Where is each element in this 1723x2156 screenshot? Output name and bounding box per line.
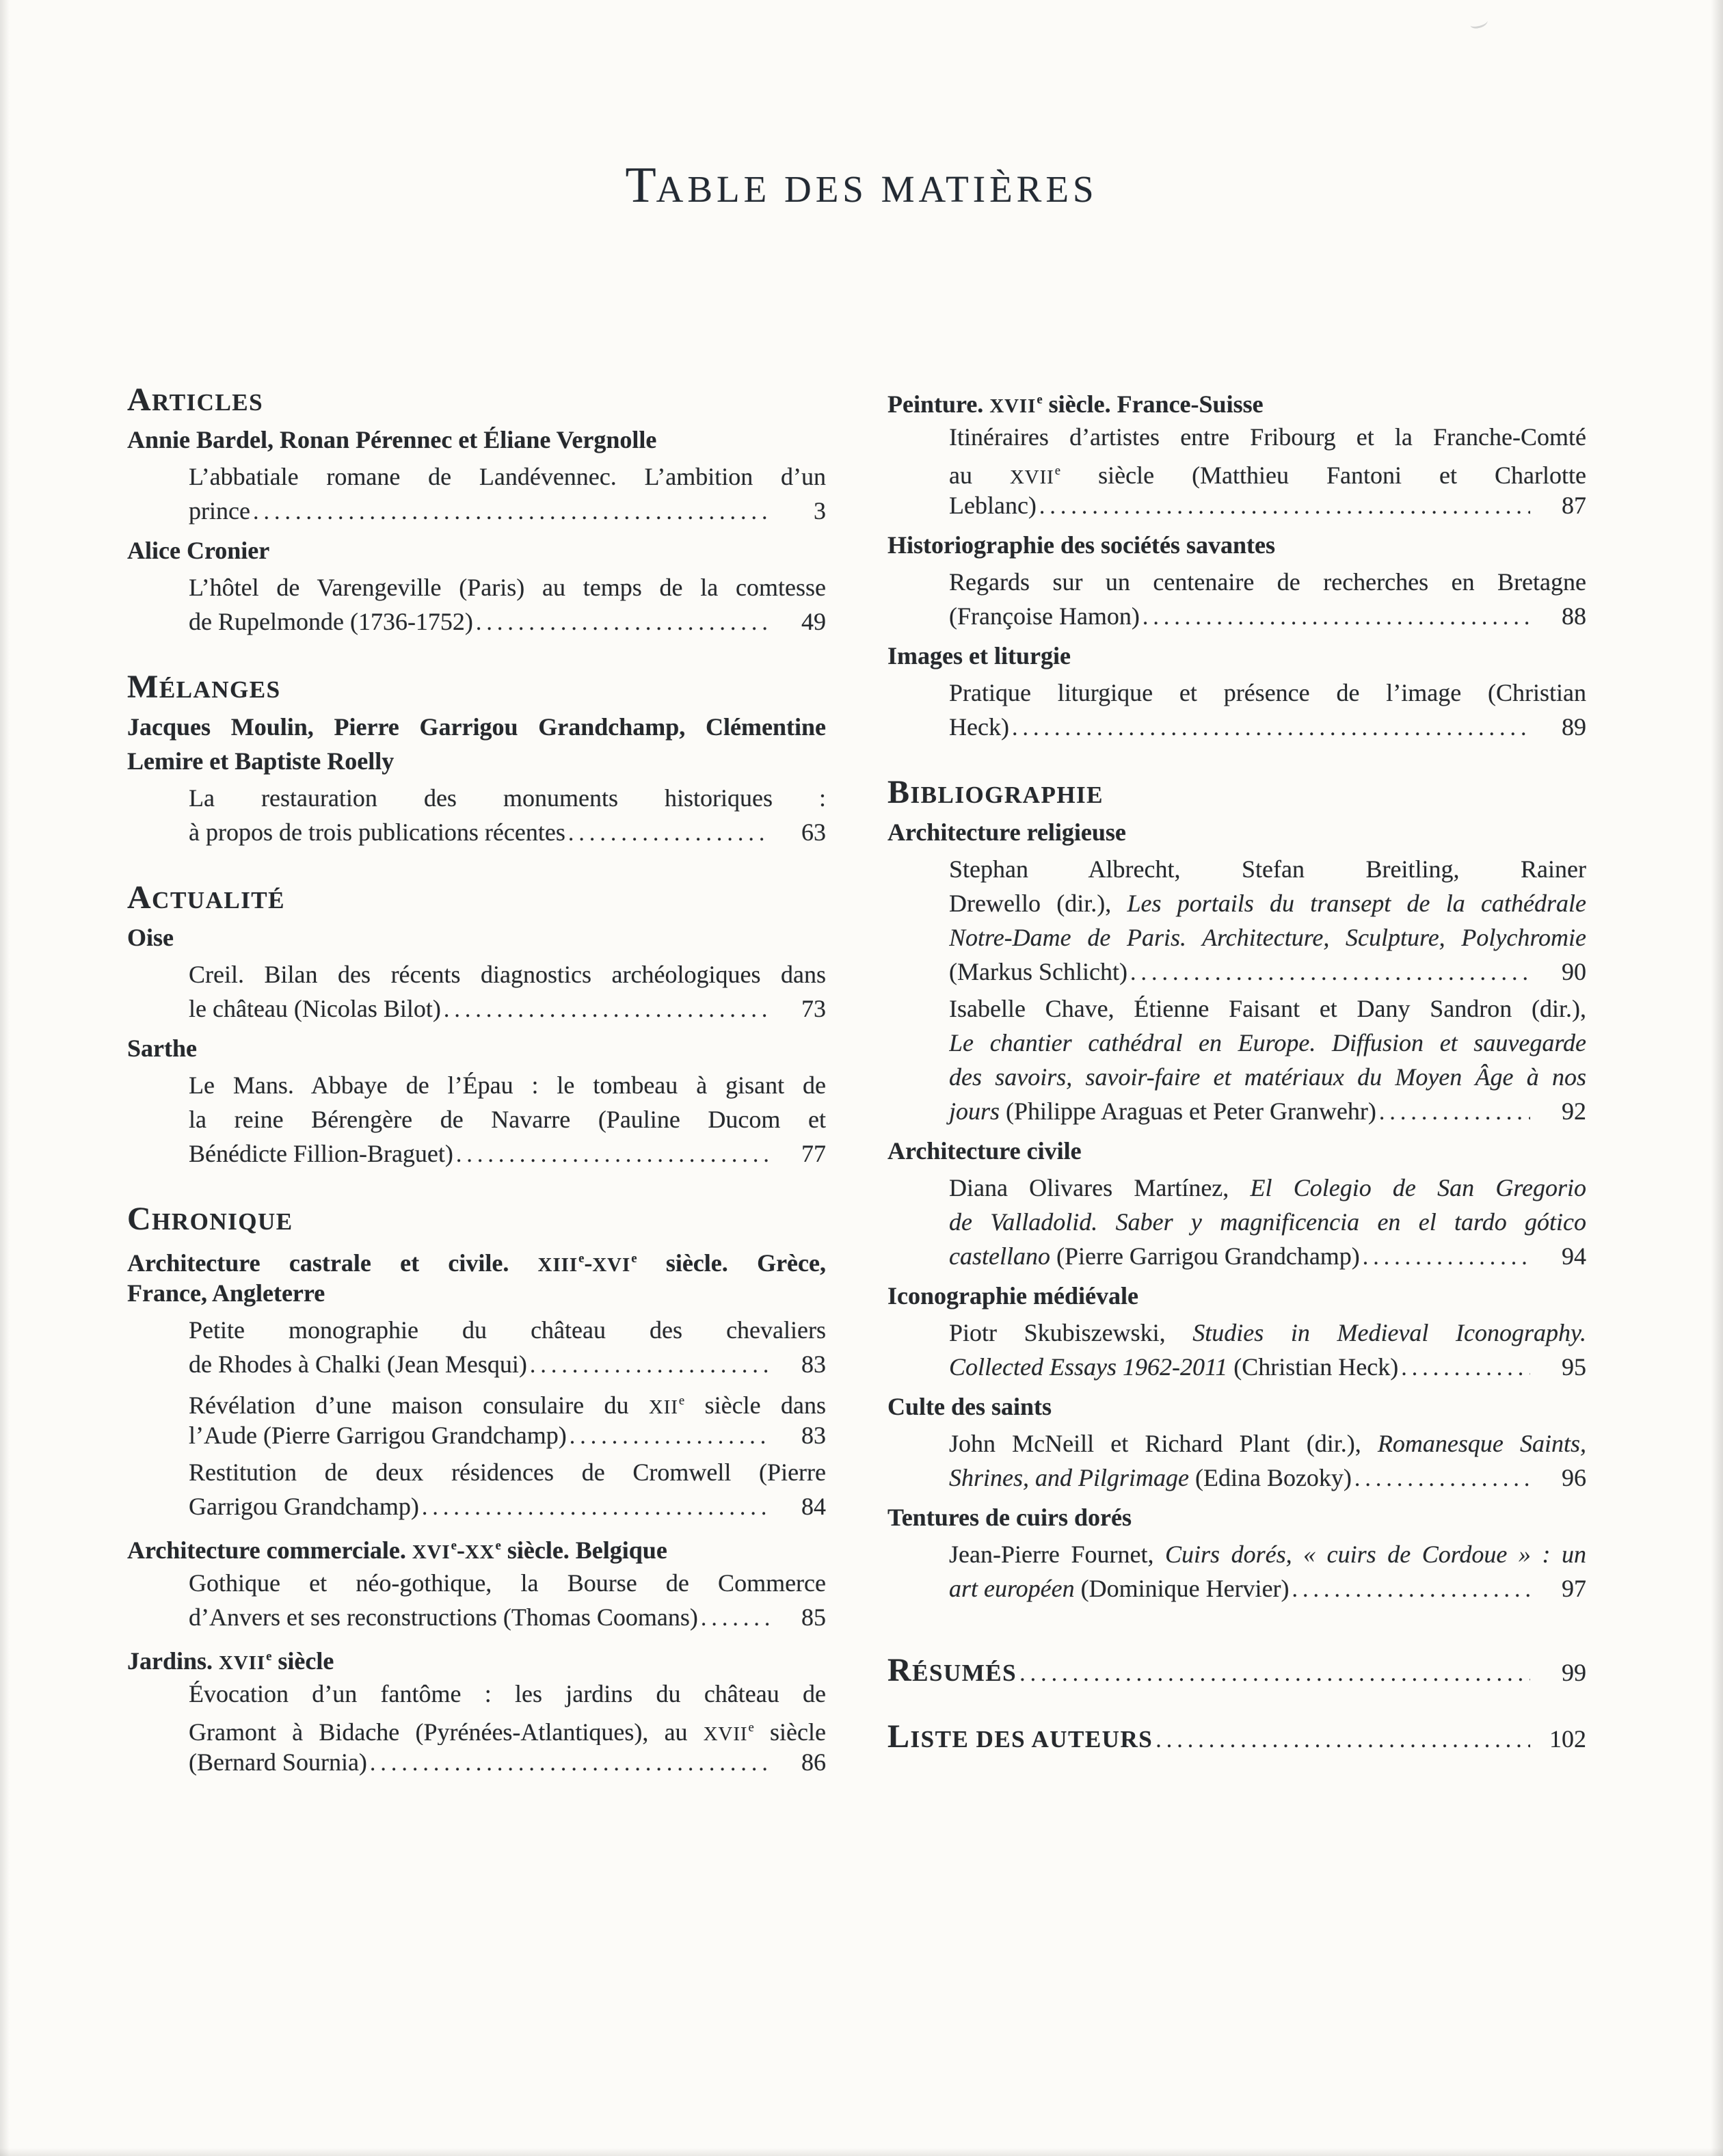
text-run: Bénédicte Fillion-Braguet)	[189, 1140, 453, 1167]
entry-line	[949, 992, 1586, 1026]
entry-last-line	[949, 599, 1586, 633]
text-run: XIII	[537, 1254, 578, 1276]
entry-last-line	[949, 1571, 1586, 1606]
text-run: de Rhodes à Chalki (Jean Mesqui)	[189, 1350, 527, 1378]
toc-entry	[127, 1566, 826, 1634]
section-heading	[127, 881, 826, 915]
text-run: (Dominique Hervier)	[1074, 1575, 1290, 1602]
text-run: Tentures de cuirs dorés	[887, 1504, 1132, 1531]
entry-text	[189, 604, 473, 639]
text-run: au	[949, 462, 1010, 488]
page-number: 3	[814, 497, 826, 524]
entry-text	[189, 494, 250, 528]
text-run: John McNeill et Richard Plant (dir.),	[949, 1430, 1378, 1457]
dot-leader	[422, 1491, 770, 1525]
text-run: XII	[648, 1396, 678, 1418]
subhead-line	[127, 710, 826, 744]
page-number: 84	[801, 1493, 826, 1520]
smallcaps-initial: R	[887, 1652, 913, 1688]
text-run: Piotr Skubiszewski,	[949, 1319, 1193, 1346]
page-number: 95	[1562, 1353, 1586, 1381]
text-run: le château (Nicolas Bilot)	[189, 995, 441, 1022]
toc-subhead	[887, 528, 1586, 562]
page-number: 102	[1549, 1725, 1586, 1753]
book-title-text: Studies in Medieval Iconography.	[1192, 1319, 1586, 1346]
text-run: (Markus Schlicht)	[949, 958, 1127, 985]
text-run: (Christian Heck)	[1227, 1353, 1399, 1381]
text-run: XX	[464, 1541, 495, 1563]
subhead-line	[887, 1389, 1586, 1424]
page-number: 88	[1562, 602, 1586, 630]
text-run: (Françoise Hamon)	[949, 602, 1140, 630]
smallcaps-rest: ÉLANGES	[159, 676, 281, 703]
subhead-line	[887, 1134, 1586, 1168]
text-run: Alice Cronier	[127, 537, 270, 564]
toc-entry	[127, 957, 826, 1026]
toc-subhead	[127, 1242, 826, 1310]
text-run: siècle. Belgique	[500, 1536, 667, 1564]
text-run: Annie Bardel, Ronan Pérennec et Éliane Vergnolle	[127, 426, 657, 453]
entry-line	[949, 1026, 1586, 1060]
page-number: 77	[801, 1140, 826, 1167]
entry-text	[949, 1350, 1398, 1384]
smallcaps-rest: ÉSUMÉS	[912, 1660, 1017, 1686]
entry-last-line	[189, 992, 826, 1026]
entry-text	[189, 1745, 367, 1779]
smallcaps-initial: T	[625, 157, 656, 213]
dot-leader	[701, 1601, 770, 1636]
subhead-line	[127, 1640, 826, 1674]
toc-subhead	[127, 533, 826, 568]
smallcaps-initial: A	[127, 879, 152, 916]
entry-text	[949, 1571, 1290, 1606]
text-run: Jacques Moulin, Pierre Garrigou Grandchamp, Clémentine	[127, 713, 826, 741]
text-run: e	[451, 1539, 457, 1553]
text-run: Petite monographie du château des chevaliers	[189, 1316, 826, 1344]
toc-entry	[887, 1316, 1586, 1384]
entry-line	[949, 852, 1586, 886]
section-entry	[887, 1653, 1586, 1695]
page-number: 49	[801, 608, 826, 635]
dot-leader	[1379, 1095, 1530, 1130]
entry-line	[949, 1537, 1586, 1571]
text-run: la reine Bérengère de Navarre (Pauline Ducom et	[189, 1106, 826, 1133]
toc-subhead	[127, 423, 826, 457]
entry-line	[949, 565, 1586, 599]
toc-entry	[127, 460, 826, 528]
entry-last-line	[949, 1094, 1586, 1128]
page-number: 94	[1562, 1242, 1586, 1270]
dot-leader	[1363, 1240, 1530, 1275]
text-run: prince	[189, 497, 250, 524]
text-run: Architecture castrale et civile.	[127, 1249, 538, 1276]
text-run: e	[678, 1394, 685, 1408]
section-heading	[127, 670, 826, 704]
entry-line	[189, 781, 826, 815]
dot-leader	[1156, 1723, 1530, 1757]
subhead-line	[887, 639, 1586, 673]
subhead-line	[887, 383, 1586, 417]
text-run: Garrigou Grandchamp)	[189, 1493, 419, 1520]
entry-last-line	[189, 604, 826, 639]
text-run: La restauration des monuments historiques :	[189, 784, 826, 812]
toc-subhead	[127, 1640, 826, 1674]
text-run: XVII	[989, 395, 1037, 417]
toc-subhead	[887, 639, 1586, 673]
dot-leader	[1019, 1657, 1530, 1691]
text-run: (Pierre Garrigou Grandchamp)	[1050, 1242, 1360, 1270]
text-run: Peinture.	[887, 390, 990, 418]
text-run: Gothique et néo-gothique, la Bourse de Commerce	[189, 1569, 826, 1597]
toc-entry	[887, 992, 1586, 1128]
dot-leader	[1039, 490, 1530, 524]
entry-line	[189, 570, 826, 604]
smallcaps-rest: ISTE DES AUTEURS	[910, 1726, 1153, 1753]
entry-line	[189, 1677, 826, 1711]
text-run: e	[1037, 392, 1043, 407]
text-run: siècle	[271, 1647, 334, 1675]
subhead-line	[887, 1500, 1586, 1534]
page-number: 83	[801, 1350, 826, 1378]
entry-line	[949, 1171, 1586, 1205]
entry-line	[949, 420, 1586, 454]
text-run: XVII	[1010, 466, 1054, 488]
subhead-line	[127, 1242, 826, 1276]
entry-line	[949, 676, 1586, 710]
text-run: Révélation d’une maison consulaire du	[189, 1392, 649, 1418]
toc-subhead	[127, 710, 826, 778]
text-run: L’hôtel de Varengeville (Paris) au temps de la comtesse	[189, 574, 826, 601]
dot-leader	[1012, 711, 1530, 745]
dot-leader	[1401, 1351, 1530, 1385]
entry-last-line	[949, 1461, 1586, 1495]
text-run: siècle dans	[684, 1392, 826, 1418]
text-run: XVI	[592, 1254, 631, 1276]
smallcaps-initial: A	[127, 382, 152, 418]
page-number: 87	[1562, 492, 1586, 519]
entry-line	[189, 1566, 826, 1600]
text-run: Itinéraires d’artistes entre Fribourg et la Franche-Comté	[949, 423, 1586, 451]
entry-line	[949, 1205, 1586, 1239]
book-title-text: Romanesque Saints,	[1377, 1430, 1586, 1457]
dot-leader	[456, 1138, 770, 1172]
entry-text	[949, 599, 1140, 633]
entry-last-line	[189, 815, 826, 849]
text-run: d’Anvers et ses reconstructions (Thomas Coomans)	[189, 1603, 698, 1631]
entry-text	[189, 992, 441, 1026]
text-run: Architecture religieuse	[887, 819, 1126, 846]
page-number: 83	[801, 1422, 826, 1449]
entry-last-line	[949, 710, 1586, 744]
subhead-line	[127, 533, 826, 568]
entry-line	[189, 1102, 826, 1136]
text-run: Historiographie des sociétés savantes	[887, 531, 1275, 559]
book-title-text: castellano	[949, 1242, 1050, 1270]
text-run: Jardins.	[127, 1647, 219, 1675]
book-title-text: Cuirs dorés, « cuirs de Cordoue » : un	[1165, 1541, 1586, 1568]
scan-artifact-mark	[1469, 16, 1488, 29]
subhead-line	[127, 1031, 826, 1065]
book-title-text: jours	[949, 1097, 1000, 1125]
dot-leader	[1292, 1573, 1530, 1607]
subhead-line	[887, 1279, 1586, 1313]
smallcaps-rest: CTUALITÉ	[152, 887, 285, 914]
entry-last-line	[189, 1136, 826, 1171]
toc-subhead	[127, 920, 826, 955]
toc-subhead	[887, 815, 1586, 849]
page-number: 63	[801, 819, 826, 846]
text-run: -	[456, 1536, 465, 1564]
subhead-line	[127, 1529, 826, 1563]
toc-entry	[127, 1068, 826, 1171]
text-run: L’abbatiale romane de Landévennec. L’ambition d’un	[189, 463, 826, 490]
scan-edge-left	[0, 0, 10, 2156]
toc-subhead	[887, 1279, 1586, 1313]
text-run: Images et liturgie	[887, 642, 1071, 669]
entry-last-line	[949, 488, 1586, 522]
book-title-text: Le chantier cathédral en Europe. Diffusion et sauvegarde	[949, 1029, 1586, 1056]
page-number: 99	[1562, 1659, 1586, 1686]
entry-line	[189, 1455, 826, 1489]
entry-line	[949, 454, 1586, 488]
text-run: Iconographie médiévale	[887, 1282, 1138, 1309]
toc-entry	[887, 420, 1586, 522]
page-number: 97	[1562, 1575, 1586, 1602]
page-number: 89	[1562, 713, 1586, 741]
entry-last-line	[189, 1418, 826, 1452]
toc-subhead	[887, 1134, 1586, 1168]
toc-entry	[887, 852, 1586, 989]
toc-subhead	[887, 1389, 1586, 1424]
text-run: (Bernard Sournia)	[189, 1748, 367, 1776]
text-run: Lemire et Baptiste Roelly	[127, 747, 395, 775]
entry-text	[189, 1136, 453, 1171]
dot-leader	[370, 1746, 770, 1781]
toc-subhead	[887, 383, 1586, 417]
dot-leader	[570, 1420, 770, 1454]
entry-text	[189, 1418, 567, 1452]
smallcaps-rest: IBLIOGRAPHIE	[910, 782, 1104, 808]
text-run: -	[584, 1249, 593, 1276]
entry-text	[949, 1239, 1360, 1273]
entry-text	[949, 1094, 1376, 1128]
entry-line	[189, 957, 826, 992]
toc-column-right	[887, 383, 1586, 1761]
text-run: siècle. France-Suisse	[1042, 390, 1264, 418]
text-run: XVII	[703, 1723, 748, 1745]
entry-last-line	[189, 1489, 826, 1523]
text-run: Stephan Albrecht, Stefan Breitling, Rainer	[949, 855, 1586, 883]
text-run: e	[1054, 464, 1061, 478]
text-run: Architecture civile	[887, 1137, 1082, 1164]
entry-line	[189, 1313, 826, 1347]
toc-entry	[887, 676, 1586, 744]
toc-entry	[127, 1313, 826, 1381]
text-run: (Philippe Araguas et Peter Granwehr)	[1000, 1097, 1376, 1125]
dot-leader	[1143, 600, 1530, 635]
subhead-line	[127, 423, 826, 457]
toc-entry	[127, 570, 826, 639]
entry-last-line	[189, 1600, 826, 1634]
section-heading	[127, 383, 826, 417]
book-title-text: Les portails du transept de la cathédrale	[1127, 890, 1586, 917]
section-entry-label	[887, 1653, 1017, 1695]
book-title-text: Shrines, and Pilgrimage	[949, 1464, 1189, 1491]
text-run: Drewello (dir.),	[949, 890, 1127, 917]
entry-text	[949, 488, 1037, 522]
section-entry-label	[887, 1720, 1153, 1761]
text-run: Évocation d’un fantôme : les jardins du château de	[189, 1680, 826, 1707]
text-run: Sarthe	[127, 1035, 197, 1062]
text-run: e	[266, 1649, 272, 1664]
text-run: Le Mans. Abbaye de l’Épau : le tombeau à gisant de	[189, 1072, 826, 1099]
smallcaps-initial: C	[127, 1201, 152, 1237]
text-run: Jean-Pierre Fournet,	[949, 1541, 1165, 1568]
toc-entry	[127, 1455, 826, 1523]
text-run: France, Angleterre	[127, 1279, 325, 1307]
subhead-line	[127, 1276, 826, 1310]
smallcaps-rest: RTICLES	[152, 389, 264, 416]
entry-line	[949, 920, 1586, 955]
toc-subhead	[127, 1529, 826, 1563]
page-number: 86	[801, 1748, 826, 1776]
book-title-text: El Colegio de San Gregorio	[1250, 1174, 1586, 1201]
text-run: (Edina Bozoky)	[1188, 1464, 1352, 1491]
dot-leader	[568, 816, 770, 851]
entry-line	[189, 460, 826, 494]
text-run: siècle (Matthieu Fantoni et Charlotte	[1060, 462, 1586, 488]
section-heading	[127, 1202, 826, 1236]
smallcaps-initial: B	[887, 774, 911, 810]
page-title	[0, 155, 1723, 230]
page-number: 96	[1562, 1464, 1586, 1491]
section-entry	[887, 1720, 1586, 1761]
text-run: XVI	[412, 1541, 451, 1563]
dot-leader	[476, 606, 770, 640]
book-title-text: des savoirs, savoir-faire et matériaux du Moyen Âge à nos	[949, 1063, 1586, 1091]
entry-line	[949, 1316, 1586, 1350]
entry-line	[949, 1060, 1586, 1094]
smallcaps-initial: M	[127, 669, 159, 705]
text-run: à propos de trois publications récentes	[189, 819, 565, 846]
dot-leader	[253, 495, 770, 529]
smallcaps-initial: L	[887, 1718, 911, 1755]
text-run: e	[631, 1251, 637, 1266]
dot-leader	[1130, 956, 1530, 990]
text-run: e	[578, 1251, 585, 1266]
entry-text	[189, 1600, 698, 1634]
entry-last-line	[189, 1347, 826, 1381]
page-number: 92	[1562, 1097, 1586, 1125]
text-run: Diana Olivares Martínez,	[949, 1174, 1251, 1201]
text-run: l’Aude (Pierre Garrigou Grandchamp)	[189, 1422, 567, 1449]
page-number: 90	[1562, 958, 1586, 985]
toc-entry	[887, 565, 1586, 633]
entry-text	[949, 1461, 1352, 1495]
book-title-text: Notre-Dame de Paris. Architecture, Sculpture, Polychromie	[949, 924, 1586, 951]
dot-leader	[1354, 1462, 1530, 1496]
text-run: Regards sur un centenaire de recherches en Bretagne	[949, 568, 1586, 596]
entry-last-line	[949, 1350, 1586, 1384]
page-number: 85	[801, 1603, 826, 1631]
text-run: Creil. Bilan des récents diagnostics archéologiques dans	[189, 961, 826, 988]
entry-line	[949, 1426, 1586, 1461]
book-title-text: de Valladolid. Saber y magnificencia en el tardo gótico	[949, 1208, 1586, 1236]
entry-line	[189, 1068, 826, 1102]
entry-text	[949, 955, 1127, 989]
text-run: Architecture commerciale.	[127, 1536, 412, 1564]
toc-entry	[127, 1677, 826, 1779]
toc-subhead	[127, 1031, 826, 1065]
toc-entry	[127, 1384, 826, 1452]
entry-last-line	[949, 955, 1586, 989]
text-run: XVII	[219, 1652, 266, 1674]
entry-text	[949, 710, 1009, 744]
text-run: Oise	[127, 924, 174, 951]
entry-last-line	[189, 1745, 826, 1779]
text-run: e	[495, 1539, 501, 1553]
toc-entry	[887, 1426, 1586, 1495]
text-run: Culte des saints	[887, 1393, 1052, 1420]
scan-edge-bottom	[0, 2148, 1723, 2156]
text-run: Isabelle Chave, Étienne Faisant et Dany Sandron (dir.),	[949, 995, 1586, 1022]
toc-entry	[887, 1171, 1586, 1273]
subhead-line	[887, 528, 1586, 562]
smallcaps-rest: ABLE DES MATIÈRES	[656, 168, 1098, 210]
entry-last-line	[949, 1239, 1586, 1273]
subhead-line	[127, 920, 826, 955]
text-run: siècle. Grèce,	[637, 1249, 826, 1276]
scan-edge-right	[1711, 0, 1723, 2156]
entry-line	[949, 886, 1586, 920]
entry-text	[189, 1489, 419, 1523]
text-run: Heck)	[949, 713, 1009, 741]
subhead-line	[127, 744, 826, 778]
entry-last-line	[189, 494, 826, 528]
text-run: de Rupelmonde (1736-1752)	[189, 608, 473, 635]
page-number: 73	[801, 995, 826, 1022]
toc-column-left	[127, 383, 826, 1782]
toc-entry	[127, 781, 826, 849]
text-run: Leblanc)	[949, 492, 1037, 519]
entry-line	[189, 1711, 826, 1745]
dot-leader	[530, 1348, 770, 1383]
entry-text	[189, 1347, 527, 1381]
toc-entry	[887, 1537, 1586, 1606]
book-title-text: art européen	[949, 1575, 1075, 1602]
smallcaps-rest: HRONIQUE	[152, 1208, 293, 1235]
text-run: e	[748, 1720, 754, 1735]
dot-leader	[444, 993, 770, 1027]
subhead-line	[887, 815, 1586, 849]
entry-line	[189, 1384, 826, 1418]
toc-subhead	[887, 1500, 1586, 1534]
text-run: Gramont à Bidache (Pyrénées-Atlantiques), au	[189, 1718, 704, 1745]
section-heading	[887, 775, 1586, 810]
book-title-text: Collected Essays 1962-2011	[949, 1353, 1228, 1381]
text-run: siècle	[753, 1718, 826, 1745]
text-run: Pratique liturgique et présence de l’image (Christian	[949, 679, 1586, 706]
text-run: Restitution de deux résidences de Cromwell (Pierre	[189, 1459, 826, 1486]
entry-text	[189, 815, 565, 849]
